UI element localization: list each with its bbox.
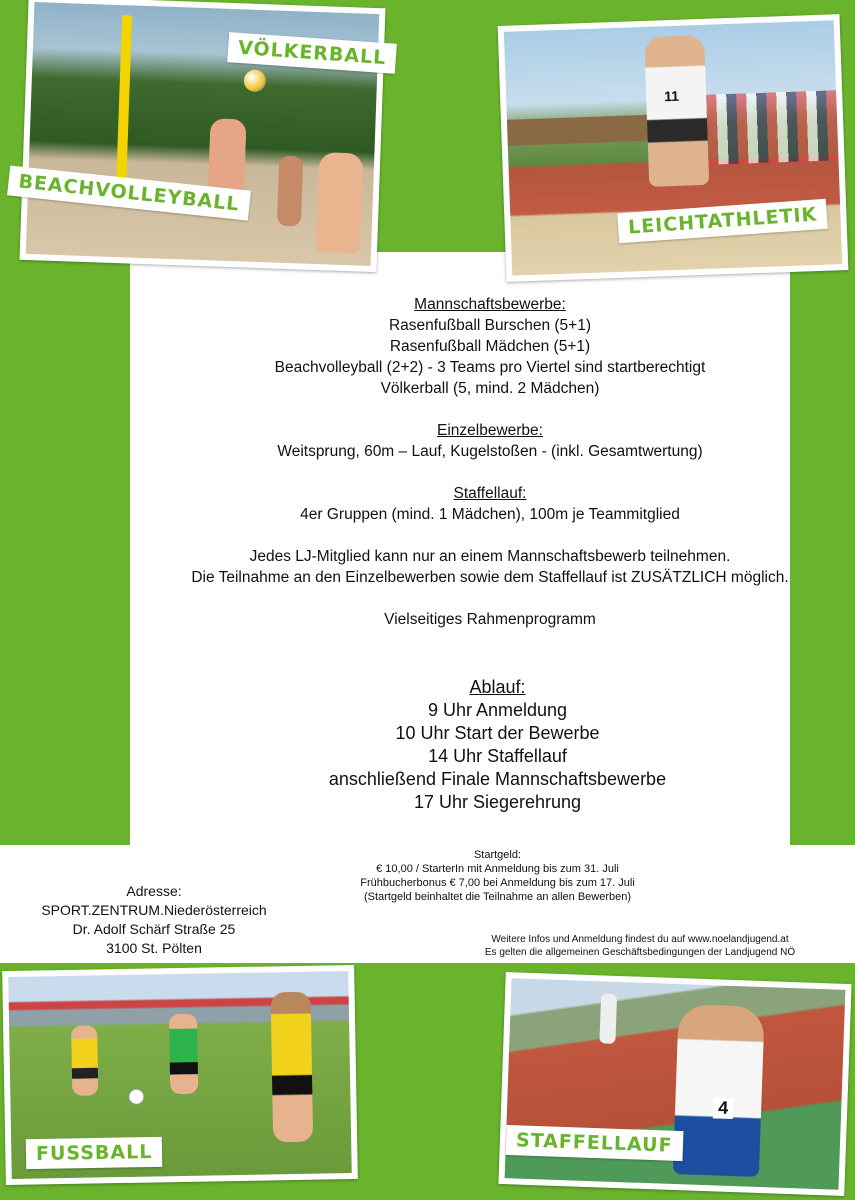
spectators [706, 90, 838, 164]
athlete-figure [644, 35, 709, 187]
schedule-block [200, 676, 795, 814]
fee-line: Frühbucherbonus € 7,00 bei Anmeldung bis zum 17. Juli [360, 877, 635, 889]
player-figure [271, 992, 314, 1143]
relay-text: 4er Gruppen (mind. 1 Mädchen), 100m je Teammitglied [300, 506, 680, 523]
player-figure [71, 1025, 98, 1095]
building [507, 115, 648, 146]
main-text-block [150, 294, 830, 630]
address-block [20, 882, 288, 958]
schedule-heading: Ablauf: [469, 677, 526, 697]
team-item: Rasenfußball Mädchen (5+1) [389, 338, 591, 355]
label-leichtathletik: LEICHTATHLETIK [617, 199, 828, 244]
team-item: Völkerball (5, mind. 2 Mädchen) [380, 380, 600, 397]
label-voelkerball: VÖLKERBALL [227, 32, 397, 74]
fee-heading: Startgeld: [473, 849, 522, 861]
player-figure [169, 1014, 198, 1094]
volleyball-icon [244, 69, 267, 92]
staffellauf-photo [498, 972, 851, 1196]
player-figure [277, 156, 303, 227]
address-line: 3100 St. Pölten [106, 940, 202, 956]
net-post [116, 15, 132, 185]
team-item: Rasenfußball Burschen (5+1) [388, 317, 592, 334]
fee-line: (Startgeld beinhaltet die Teilnahme an allen Bewerben) [363, 891, 632, 903]
runner-figure [673, 1004, 765, 1177]
relay-heading: Staffellauf: [453, 485, 527, 502]
player-figure [316, 152, 363, 253]
label-fussball: FUSSBALL [26, 1137, 163, 1169]
fee-block [300, 848, 695, 904]
schedule-item: 10 Uhr Start der Bewerbe [395, 723, 600, 743]
note-line: Die Teilnahme an den Einzelbewerben sowie dem Staffellauf ist ZUSÄTZLICH möglich. [191, 569, 789, 586]
leichtathletik-photo [498, 14, 849, 282]
fee-line: € 10,00 / StarterIn mit Anmeldung bis zum 31. Juli [376, 863, 619, 875]
football-icon [128, 1089, 144, 1105]
label-staffellauf: STAFFELLAUF [506, 1125, 684, 1161]
info-line: Es gelten die allgemeinen Geschäftsbedingungen der Landjugend NÖ [484, 947, 796, 958]
schedule-item: 14 Uhr Staffellauf [428, 746, 567, 766]
start-number: 11 [663, 87, 680, 105]
schedule-item: anschließend Finale Mannschaftsbewerbe [328, 769, 667, 789]
schedule-item: 17 Uhr Siegerehrung [413, 792, 582, 812]
info-line: Weitere Infos und Anmeldung findest du auf www.noelandjugend.at [491, 934, 789, 945]
team-heading: Mannschaftsbewerbe: [414, 296, 566, 313]
info-block [430, 933, 850, 959]
address-heading: Adresse: [126, 883, 182, 899]
team-item: Beachvolleyball (2+2) - 3 Teams pro Viertel sind startberechtigt [274, 359, 706, 376]
schedule-item: 9 Uhr Anmeldung [427, 700, 568, 720]
runner-figure [599, 993, 617, 1044]
label-beachvolleyball: BEACHVOLLEYBALL [7, 165, 251, 220]
note-line: Jedes LJ-Mitglied kann nur an einem Mannschaftsbewerb teilnehmen. [249, 548, 731, 565]
address-line: SPORT.ZENTRUM.Niederösterreich [41, 902, 267, 918]
start-number: 4 [713, 1097, 734, 1119]
single-text: Weitsprung, 60m – Lauf, Kugelstoßen - (inkl. Gesamtwertung) [277, 443, 703, 460]
single-heading: Einzelbewerbe: [437, 422, 543, 439]
address-line: Dr. Adolf Schärf Straße 25 [72, 921, 236, 937]
program-text: Vielseitiges Rahmenprogramm [384, 611, 596, 628]
